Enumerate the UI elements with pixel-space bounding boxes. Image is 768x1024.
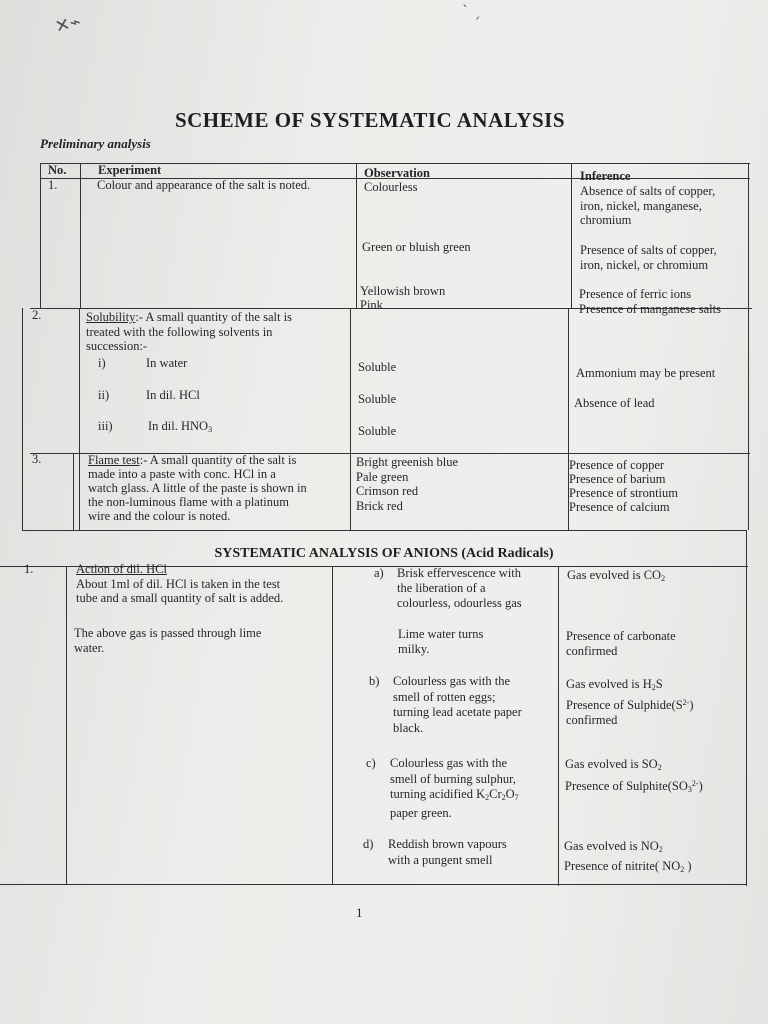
page-title: SCHEME OF SYSTEMATIC ANALYSIS — [174, 108, 566, 132]
inf-c: Gas evolved is $SO_2$ Presence of $Sulphite(SO_3^{2-})$ — [565, 757, 703, 794]
row1-no: 1. — [48, 178, 58, 192]
pen-scribble: ✕⌁ — [52, 11, 84, 38]
row2-item2-obs: Soluble — [358, 392, 397, 406]
row1-obs-green: Green or bluish green — [362, 240, 471, 254]
obs-d: Reddish brown vapours with a pungent smell — [388, 837, 507, 867]
row2-item3-label: In dil. $HNO_3$ — [148, 419, 213, 434]
row1-inf-ferric: Presence of ferric ions — [579, 287, 692, 301]
row2-item1-obs: Soluble — [358, 360, 397, 374]
header-experiment: Experiment — [98, 163, 162, 177]
row2-experiment: Solubility:- A small quantity of the salt is treated with the following solvents in succession:- — [86, 310, 292, 353]
inf-a: Gas evolved is $CO_2$ — [567, 568, 666, 583]
section-heading-anions: SYSTEMATIC ANALYSIS OF ANIONS (Acid Radicals) — [214, 546, 554, 561]
row2-no: 2. — [32, 308, 42, 322]
inf-b: Gas evolved is $H_2S$ Presence of $Sulphide(S^{2-})$ confirmed — [566, 677, 694, 727]
row1-obs-pink: Pink — [360, 298, 383, 312]
row3-no: 3. — [32, 452, 42, 466]
inf-lime: Presence of carbonate confirmed — [566, 629, 676, 658]
row3-experiment: Flame test:- A small quantity of the salt is made into a paste with conc. HCl in a watch glass. A little of the paste is shown in the non-luminous flame with a platinum wire and the colour is noted. — [88, 453, 307, 523]
obs-d-mark: d) — [363, 837, 374, 851]
header-inference: Inference — [580, 169, 631, 183]
obs-b-mark: b) — [369, 674, 380, 688]
row2-item2-label: In dil. HCl — [146, 388, 200, 402]
obs-a-mark: a) — [374, 566, 384, 580]
obs-lime: Lime water turns milky. — [398, 627, 484, 656]
obs-c: Colourless gas with the smell of burning sulphur, turning acidified $K_2Cr_2O_7$ paper green. — [390, 756, 519, 820]
header-observation: Observation — [364, 166, 430, 180]
row1-experiment: Colour and appearance of the salt is noted. — [97, 178, 311, 192]
obs-c-mark: c) — [366, 756, 376, 770]
row2-item2-num: ii) — [98, 388, 110, 402]
anion1-experiment-lime: The above gas is passed through lime water. — [74, 626, 262, 655]
anion1-experiment: Action of dil. HCl About 1ml of dil. HCl is taken in the test tube and a small quantity of salt is added. — [76, 562, 284, 605]
row1-inf-presence: Presence of salts of copper, iron, nickel, or chromium — [580, 243, 717, 272]
inf-d: Gas evolved is $NO_2$ Presence of nitrite( $NO_2$ ) — [564, 839, 692, 874]
row3-inferences: Presence of copper Presence of barium Presence of strontium Presence of calcium — [569, 458, 679, 514]
header-no: No. — [48, 163, 67, 177]
row1-obs-yellowish: Yellowish brown — [360, 284, 446, 298]
row2-item3-num: iii) — [98, 419, 113, 433]
row1-inf-manganese: Presence of manganese salts — [579, 302, 721, 316]
row1-obs-colourless: Colourless — [364, 180, 418, 194]
row1-inf-absence: Absence of salts of copper, iron, nickel, manganese, chromium — [580, 184, 716, 227]
obs-a: Brisk effervescence with the liberation of a colourless, odourless gas — [397, 566, 522, 610]
row2-item3-obs: Soluble — [358, 424, 397, 438]
obs-b: Colourless gas with the smell of rotten eggs; turning lead acetate paper black. — [393, 674, 522, 735]
row2-item1-inf: Ammonium may be present — [576, 366, 716, 380]
pen-mark: ˋ ˏ — [462, 4, 481, 20]
anion1-no: 1. — [24, 562, 34, 576]
row2-item1-label: In water — [146, 356, 188, 370]
section-heading-preliminary: Preliminary analysis — [40, 136, 151, 151]
row2-item1-num: i) — [98, 356, 106, 370]
row2-item2-inf: Absence of lead — [574, 396, 655, 410]
page-number: 1 — [356, 905, 363, 920]
row3-observations: Bright greenish blue Pale green Crimson red Brick red — [356, 455, 459, 513]
